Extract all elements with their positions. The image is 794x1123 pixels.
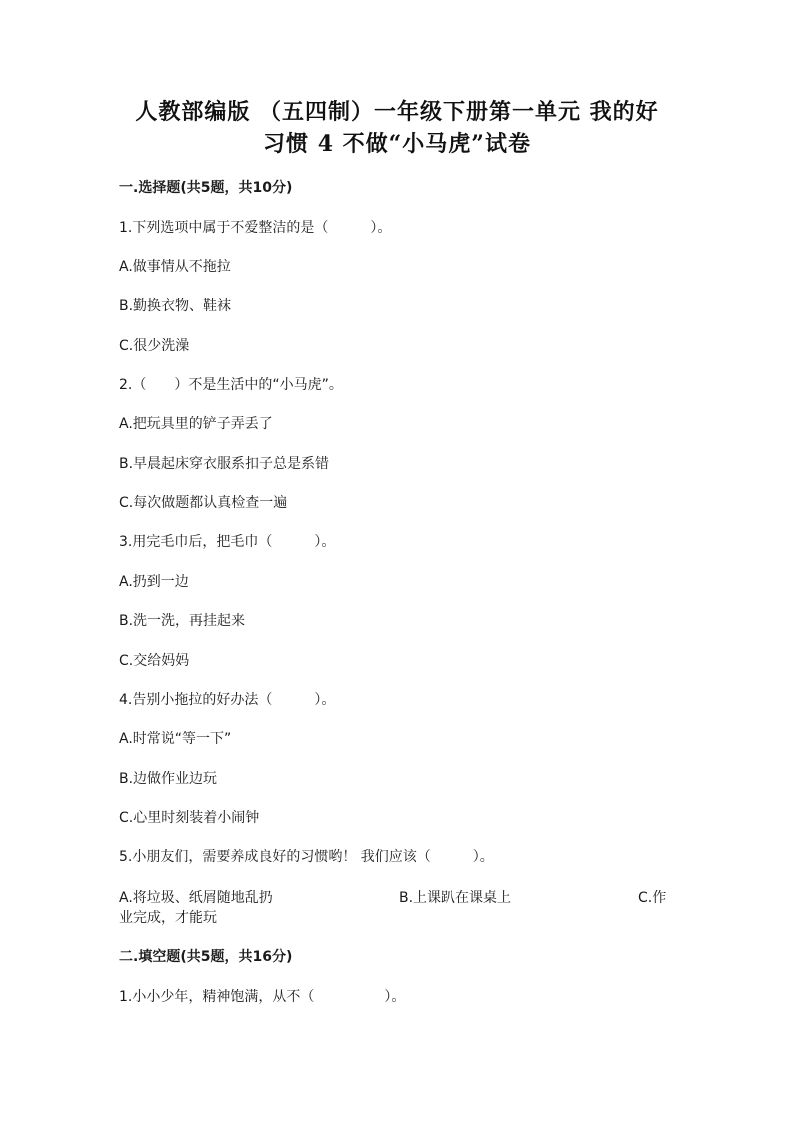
question-4-stem: 4.告别小拖拉的好办法（ ）。 bbox=[119, 692, 336, 708]
exam-title-line-1: 人教部编版 （五四制）一年级下册第一单元 我的好 bbox=[135, 99, 659, 125]
question-1-option-a: A.做事情从不拖拉 bbox=[119, 259, 231, 275]
section-heading-fill-blank: 二.填空题(共5题，共16分) bbox=[119, 949, 293, 965]
exam-title-line-2: 习惯 4 不做“小马虎”试卷 bbox=[263, 131, 531, 157]
question-2-option-c: C.每次做题都认真检查一遍 bbox=[119, 495, 288, 511]
question-5-stem: 5.小朋友们，需要养成良好的习惯哟！ 我们应该（ ）。 bbox=[119, 849, 494, 865]
section-heading-choice: 一.选择题(共5题，共10分) bbox=[119, 180, 293, 196]
question-1-option-c: C.很少洗澡 bbox=[119, 338, 190, 354]
question-1-option-b: B.勤换衣物、鞋袜 bbox=[119, 298, 232, 314]
question-4-option-a: A.时常说“等一下” bbox=[119, 731, 232, 747]
question-2-option-a: A.把玩具里的铲子弄丢了 bbox=[119, 416, 273, 432]
question-2-option-b: B.早晨起床穿衣服系扣子总是系错 bbox=[119, 456, 330, 472]
question-3-stem: 3.用完毛巾后，把毛巾（ ）。 bbox=[119, 534, 336, 550]
question-3-option-b: B.洗一洗，再挂起来 bbox=[119, 613, 246, 629]
question-5-options-row bbox=[119, 888, 675, 908]
question-5-option-c-continued: 业完成，才能玩 bbox=[119, 910, 217, 926]
question-4-option-c: C.心里时刻装着小闹钟 bbox=[119, 810, 260, 826]
question-5-option-a: A.将垃圾、纸屑随地乱扔 bbox=[119, 890, 273, 906]
question-4-option-b: B.边做作业边玩 bbox=[119, 771, 218, 787]
question-3-option-a: A.扔到一边 bbox=[119, 574, 189, 590]
question-5-option-c: C.作 bbox=[638, 890, 667, 906]
question-2-stem: 2.（ ）不是生活中的“小马虎”。 bbox=[119, 377, 343, 393]
question-3-option-c: C.交给妈妈 bbox=[119, 653, 190, 669]
question-5-option-b: B.上课趴在课桌上 bbox=[399, 890, 512, 906]
fill-question-1: 1.小小少年，精神饱满，从不（ ）。 bbox=[119, 989, 406, 1005]
question-1-stem: 1.下列选项中属于不爱整洁的是（ ）。 bbox=[119, 220, 392, 236]
